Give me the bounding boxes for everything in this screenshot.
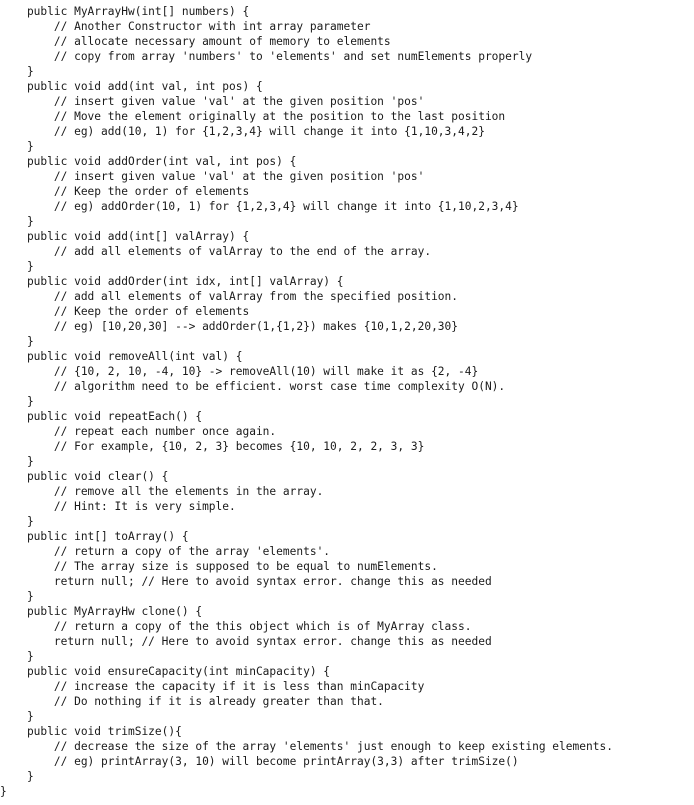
code-line: // add all elements of valArray to the end of the array.	[0, 245, 432, 258]
code-line: public MyArrayHw(int[] numbers) {	[0, 5, 250, 18]
code-line: }	[0, 590, 34, 603]
code-line: public void add(int[] valArray) {	[0, 230, 250, 243]
code-line: public void addOrder(int val, int pos) {	[0, 155, 297, 168]
code-line: }	[0, 395, 34, 408]
code-line: // decrease the size of the array 'elements' just enough to keep existing elements.	[0, 740, 613, 753]
code-line: }	[0, 215, 34, 228]
code-line: // insert given value 'val' at the given position 'pos'	[0, 170, 425, 183]
code-line: public void addOrder(int idx, int[] valArray) {	[0, 275, 344, 288]
code-line: // algorithm need to be efficient. worst case time complexity O(N).	[0, 380, 506, 393]
code-line: }	[0, 65, 34, 78]
code-line: }	[0, 335, 34, 348]
code-line: }	[0, 785, 7, 798]
code-line: // add all elements of valArray from the specified position.	[0, 290, 459, 303]
code-line: // remove all the elements in the array.	[0, 485, 324, 498]
code-line: // Keep the order of elements	[0, 305, 250, 318]
code-line: // eg) printArray(3, 10) will become printArray(3,3) after trimSize()	[0, 755, 519, 768]
code-line: // Hint: It is very simple.	[0, 500, 236, 513]
code-line: // repeat each number once again.	[0, 425, 277, 438]
code-line: }	[0, 140, 34, 153]
code-line: // return a copy of the array 'elements'.	[0, 545, 331, 558]
code-line: // return a copy of the this object which is of MyArray class.	[0, 620, 472, 633]
code-line: public int[] toArray() {	[0, 530, 189, 543]
code-line: public void removeAll(int val) {	[0, 350, 243, 363]
code-line: return null; // Here to avoid syntax error. change this as needed	[0, 575, 492, 588]
code-line: // Do nothing if it is already greater than that.	[0, 695, 384, 708]
code-line: // eg) [10,20,30] --> addOrder(1,{1,2}) makes {10,1,2,20,30}	[0, 320, 459, 333]
code-view	[0, 4, 694, 799]
code-line: // eg) add(10, 1) for {1,2,3,4} will change it into {1,10,3,4,2}	[0, 125, 485, 138]
code-line: public void repeatEach() {	[0, 410, 203, 423]
code-line: // Move the element originally at the position to the last position	[0, 110, 506, 123]
code-line: // increase the capacity if it is less than minCapacity	[0, 680, 425, 693]
code-line: // The array size is supposed to be equal to numElements.	[0, 560, 438, 573]
code-line: // Keep the order of elements	[0, 185, 250, 198]
code-line: // Another Constructor with int array parameter	[0, 20, 371, 33]
code-line: return null; // Here to avoid syntax error. change this as needed	[0, 635, 492, 648]
code-line: // copy from array 'numbers' to 'elements' and set numElements properly	[0, 50, 533, 63]
code-line: // insert given value 'val' at the given position 'pos'	[0, 95, 425, 108]
code-line: }	[0, 260, 34, 273]
code-line: public void add(int val, int pos) {	[0, 80, 263, 93]
code-line: }	[0, 515, 34, 528]
code-line: }	[0, 455, 34, 468]
code-line: public void ensureCapacity(int minCapacity) {	[0, 665, 331, 678]
code-line: }	[0, 770, 34, 783]
code-line: public void trimSize(){	[0, 725, 182, 738]
code-line: // eg) addOrder(10, 1) for {1,2,3,4} will change it into {1,10,2,3,4}	[0, 200, 519, 213]
code-line: public void clear() {	[0, 470, 169, 483]
code-line: // {10, 2, 10, -4, 10} -> removeAll(10) will make it as {2, -4}	[0, 365, 479, 378]
code-line: public MyArrayHw clone() {	[0, 605, 203, 618]
code-line: }	[0, 650, 34, 663]
code-line: }	[0, 710, 34, 723]
code-line: // For example, {10, 2, 3} becomes {10, 10, 2, 2, 3, 3}	[0, 440, 425, 453]
code-line: // allocate necessary amount of memory to elements	[0, 35, 391, 48]
